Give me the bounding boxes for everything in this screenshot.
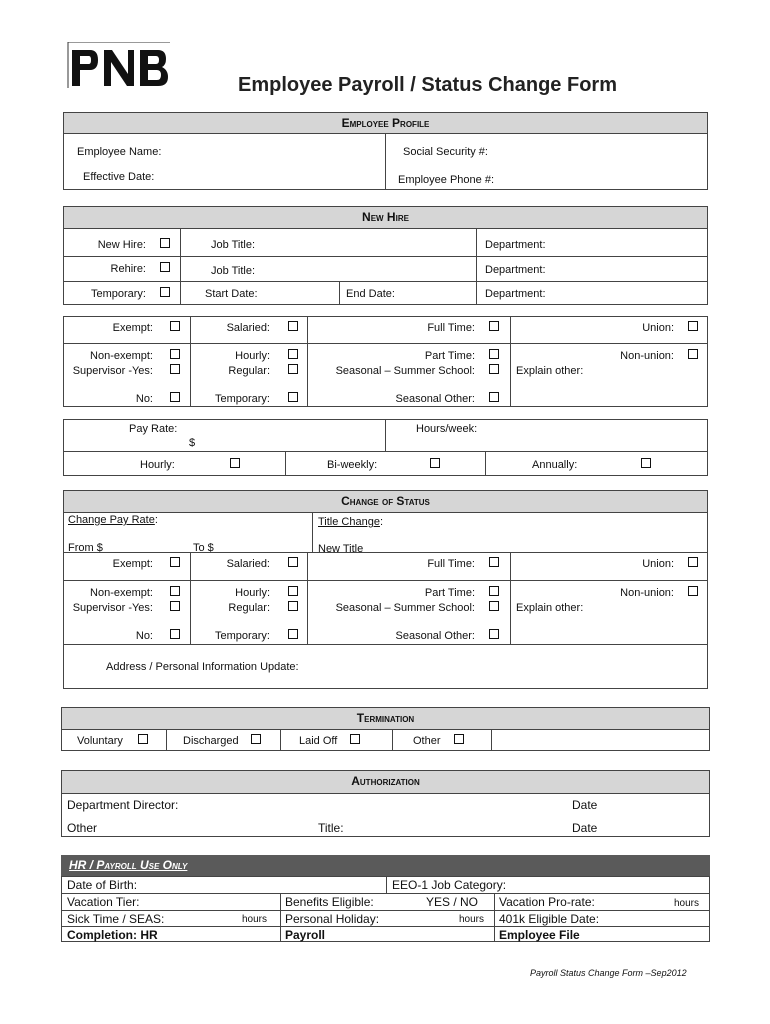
divider <box>491 729 492 751</box>
supervisor-no-label: No: <box>135 393 153 405</box>
new-hire-label: New Hire: <box>97 239 146 251</box>
full-time-checkbox[interactable] <box>489 321 499 331</box>
divider <box>63 552 708 553</box>
cs-union-checkbox[interactable] <box>688 557 698 567</box>
divider <box>494 893 495 942</box>
voluntary-label: Voluntary <box>77 735 123 747</box>
change-pay-rate-label <box>68 514 158 526</box>
seasonal-other-label: Seasonal Other: <box>395 393 475 405</box>
nonunion-checkbox[interactable] <box>688 349 698 359</box>
pay-rate-label: Pay Rate: <box>129 423 178 435</box>
cs-supervisor-no-label: No: <box>135 630 153 642</box>
divider <box>63 580 708 581</box>
cs-full-time-checkbox[interactable] <box>489 557 499 567</box>
vacation-prorate-label: Vacation Pro-rate: <box>499 895 595 909</box>
company-logo <box>66 42 170 90</box>
hourly-pay-checkbox[interactable] <box>230 458 240 468</box>
dept-director-label: Department Director: <box>67 798 179 812</box>
temporary-label: Temporary: <box>90 288 146 300</box>
cs-nonexempt-checkbox[interactable] <box>170 586 180 596</box>
colon: : <box>379 516 384 528</box>
divider <box>476 228 477 305</box>
cs-supervisor-no-checkbox[interactable] <box>170 629 180 639</box>
department-label-2: Department: <box>485 264 546 276</box>
start-date-label: Start Date: <box>205 288 258 300</box>
discharged-label: Discharged <box>183 735 239 747</box>
hr-payroll-header: HR / Payroll Use Only <box>61 855 710 877</box>
benefits-eligible-label: Benefits Eligible: <box>285 895 374 909</box>
nonexempt-label: Non-exempt: <box>90 350 153 362</box>
vacation-tier-label: Vacation Tier: <box>67 895 140 909</box>
cs-union-label: Union: <box>642 558 674 570</box>
date-label-2: Date <box>572 821 598 835</box>
cs-nonexempt-label: Non-exempt: <box>90 587 153 599</box>
salaried-checkbox[interactable] <box>288 321 298 331</box>
department-label-1: Department: <box>485 239 546 251</box>
cs-explain-other-label: Explain other: <box>516 602 584 614</box>
payroll-label: Payroll <box>285 928 326 942</box>
other-auth-label: Other <box>67 821 98 835</box>
discharged-checkbox[interactable] <box>251 734 261 744</box>
part-time-checkbox[interactable] <box>489 349 499 359</box>
laid-off-label: Laid Off <box>299 735 338 747</box>
colon: : <box>154 514 158 526</box>
hourly-checkbox[interactable] <box>288 349 298 359</box>
from-label: From $ <box>68 542 103 554</box>
seasonal-summer-label: Seasonal – Summer School: <box>335 365 475 377</box>
cs-full-time-label: Full Time: <box>427 558 475 570</box>
hours-week-label: Hours/week: <box>416 423 478 435</box>
part-time-label: Part Time: <box>424 350 475 362</box>
cs-salaried-checkbox[interactable] <box>288 557 298 567</box>
cs-temporary-label: Temporary: <box>214 630 270 642</box>
divider <box>61 893 710 894</box>
voluntary-checkbox[interactable] <box>138 734 148 744</box>
change-pay-rate-text: Change Pay Rate <box>68 514 155 526</box>
completion-hr-label: Completion: HR <box>67 928 158 942</box>
divider <box>61 910 710 911</box>
yes-no-label: YES / NO <box>426 895 479 909</box>
termination-box <box>61 729 710 751</box>
holiday-hours-label: hours <box>459 914 485 925</box>
divider <box>63 256 708 257</box>
form-title: Employee Payroll / Status Change Form <box>238 74 617 96</box>
cs-nonunion-label: Non-union: <box>620 587 674 599</box>
divider <box>280 729 281 751</box>
cs-seasonal-summer-label: Seasonal – Summer School: <box>335 602 475 614</box>
rehire-label: Rehire: <box>110 263 146 275</box>
cs-hourly-label: Hourly: <box>235 587 270 599</box>
divider <box>339 281 340 305</box>
title-change-label <box>318 516 383 528</box>
divider <box>180 228 181 305</box>
divider <box>61 926 710 927</box>
divider <box>385 419 386 451</box>
cs-salaried-label: Salaried: <box>226 558 270 570</box>
title-change-text: Title Change <box>318 516 380 528</box>
to-label: To $ <box>193 542 214 554</box>
divider <box>63 644 708 645</box>
employee-file-label: Employee File <box>499 928 580 942</box>
cs-temporary-checkbox[interactable] <box>288 629 298 639</box>
rehire-checkbox[interactable] <box>160 262 170 272</box>
divider <box>63 451 708 452</box>
divider <box>166 729 167 751</box>
temporary-checkbox[interactable] <box>160 287 170 297</box>
seasonal-summer-checkbox[interactable] <box>489 364 499 374</box>
change-status-header: Change of Status <box>63 490 708 513</box>
divider <box>392 729 393 751</box>
temporary-class-label: Temporary: <box>214 393 270 405</box>
pay-rate-dollar: $ <box>189 437 196 449</box>
vacation-hours-label: hours <box>674 898 700 909</box>
hourly-pay-label: Hourly: <box>140 459 175 471</box>
eeo-label: EEO-1 Job Category: <box>392 878 507 892</box>
personal-holiday-label: Personal Holiday: <box>285 912 380 926</box>
other-term-checkbox[interactable] <box>454 734 464 744</box>
cs-seasonal-other-checkbox[interactable] <box>489 629 499 639</box>
divider <box>312 512 313 552</box>
explain-other-label: Explain other: <box>516 365 584 377</box>
dob-label: Date of Birth: <box>67 878 138 892</box>
cs-part-time-label: Part Time: <box>424 587 475 599</box>
cs-regular-checkbox[interactable] <box>288 601 298 611</box>
date-label-1: Date <box>572 798 598 812</box>
cs-supervisor-yes-checkbox[interactable] <box>170 601 180 611</box>
divider <box>63 281 708 282</box>
temporary-class-checkbox[interactable] <box>288 392 298 402</box>
biweekly-checkbox[interactable] <box>430 458 440 468</box>
effective-date-label: Effective Date: <box>83 171 155 183</box>
divider <box>386 876 387 893</box>
cs-seasonal-summer-checkbox[interactable] <box>489 601 499 611</box>
full-time-label: Full Time: <box>427 322 475 334</box>
cs-regular-label: Regular: <box>228 602 270 614</box>
employee-profile-header: Employee Profile <box>63 112 708 134</box>
job-title-label-2: Job Title: <box>211 265 256 277</box>
cs-part-time-checkbox[interactable] <box>489 586 499 596</box>
new-title-label: New Title <box>318 543 364 555</box>
footer-text: Payroll Status Change Form –Sep2012 <box>530 968 687 978</box>
sick-hours-label: hours <box>242 914 268 925</box>
cs-nonunion-checkbox[interactable] <box>688 586 698 596</box>
regular-label: Regular: <box>228 365 270 377</box>
divider <box>63 343 708 344</box>
department-label-3: Department: <box>485 288 546 300</box>
union-label: Union: <box>642 322 674 334</box>
cs-exempt-checkbox[interactable] <box>170 557 180 567</box>
termination-header: Termination <box>61 707 710 730</box>
cs-seasonal-other-label: Seasonal Other: <box>395 630 475 642</box>
salaried-label: Salaried: <box>226 322 270 334</box>
laid-off-checkbox[interactable] <box>350 734 360 744</box>
401k-label: 401k Eligible Date: <box>499 912 600 926</box>
divider <box>285 451 286 476</box>
employee-phone-label: Employee Phone #: <box>398 174 495 186</box>
title-auth-label: Title: <box>318 821 344 835</box>
seasonal-other-checkbox[interactable] <box>489 392 499 402</box>
supervisor-label: Supervisor -Yes: <box>72 365 153 377</box>
sick-time-label: Sick Time / SEAS: <box>67 912 165 926</box>
cs-supervisor-label: Supervisor -Yes: <box>72 602 153 614</box>
job-title-label: Job Title: <box>211 239 256 251</box>
nonexempt-checkbox[interactable] <box>170 349 180 359</box>
new-hire-checkbox[interactable] <box>160 238 170 248</box>
authorization-header: Authorization <box>61 770 710 794</box>
cs-hourly-checkbox[interactable] <box>288 586 298 596</box>
supervisor-no-checkbox[interactable] <box>170 392 180 402</box>
divider <box>485 451 486 476</box>
supervisor-yes-checkbox[interactable] <box>170 364 180 374</box>
employee-name-label: Employee Name: <box>77 146 162 158</box>
pnb-logo-graphic <box>66 42 170 90</box>
divider <box>385 133 386 190</box>
exempt-checkbox[interactable] <box>170 321 180 331</box>
nonunion-label: Non-union: <box>620 350 674 362</box>
union-checkbox[interactable] <box>688 321 698 331</box>
end-date-label: End Date: <box>346 288 395 300</box>
other-term-label: Other <box>413 735 441 747</box>
hourly-label: Hourly: <box>235 350 270 362</box>
ssn-label: Social Security #: <box>403 146 488 158</box>
annually-checkbox[interactable] <box>641 458 651 468</box>
annually-label: Annually: <box>532 459 578 471</box>
regular-checkbox[interactable] <box>288 364 298 374</box>
address-update-label: Address / Personal Information Update: <box>106 661 299 673</box>
new-hire-header: New Hire <box>63 206 708 229</box>
exempt-label: Exempt: <box>112 322 153 334</box>
cs-exempt-label: Exempt: <box>112 558 153 570</box>
divider <box>280 893 281 942</box>
biweekly-label: Bi-weekly: <box>327 459 378 471</box>
